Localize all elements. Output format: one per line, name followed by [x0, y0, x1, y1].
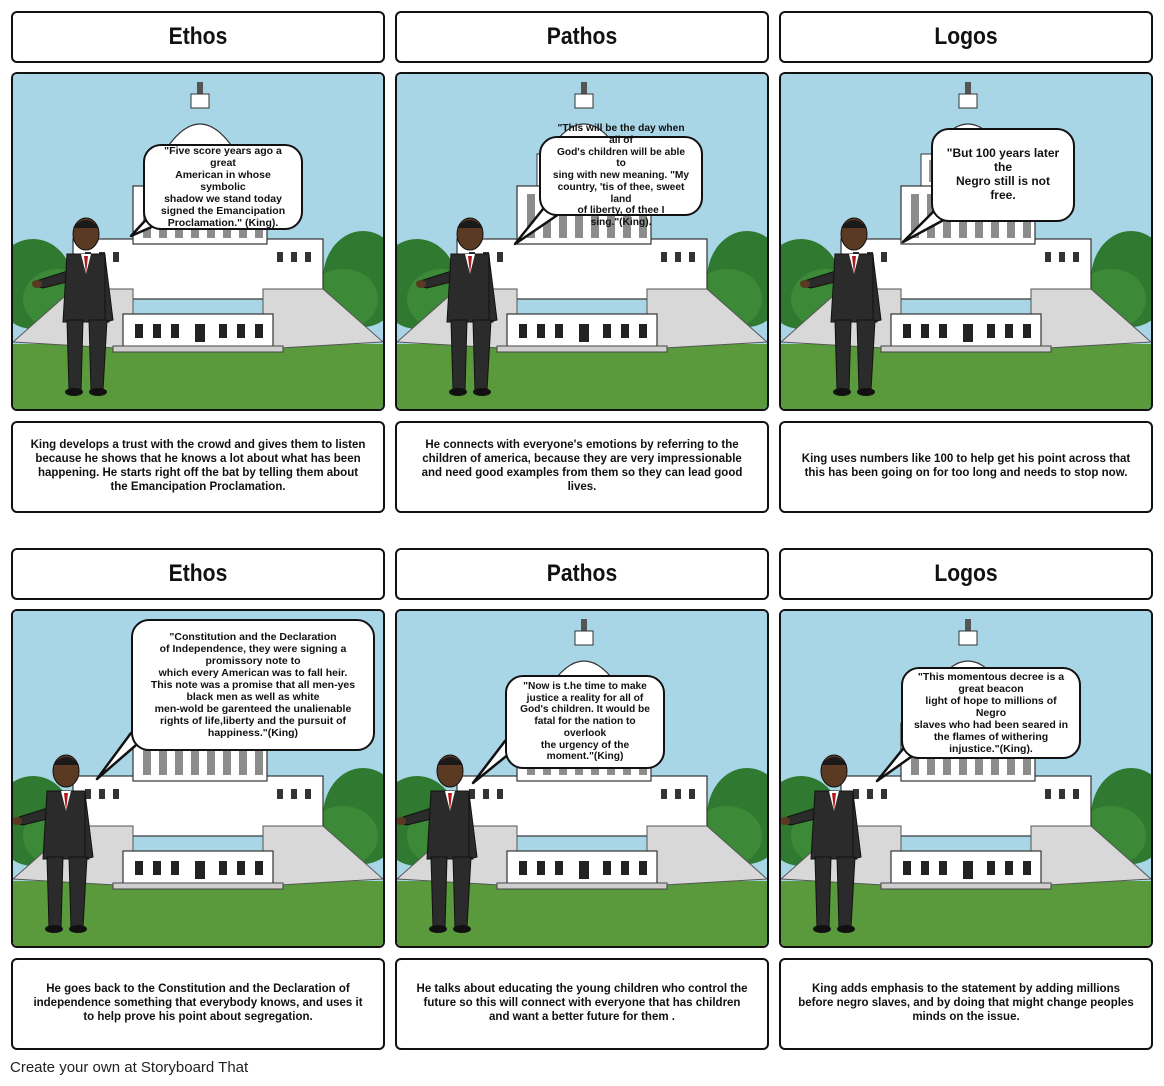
speech-bubble-tail — [397, 611, 769, 948]
panel-title: Logos — [934, 23, 998, 50]
panel-title: Pathos — [546, 560, 618, 587]
speech-bubble-tail — [781, 611, 1153, 948]
panel-title: Pathos — [546, 23, 618, 50]
speech-bubble — [539, 123, 703, 229]
speech-bubble — [931, 128, 1075, 222]
panel-scene — [395, 72, 769, 411]
speech-bubble-text: "This will be the day when all of God's children will be able to sing with new meaning. "My country, 'tis of thee, sweet land of liberty, of thee I sing."(King). — [552, 123, 690, 229]
panel-caption-text: He talks about educating the young children who control the future so this will connect with everyone that has children and want a better future for them . — [416, 983, 748, 1023]
speech-bubble-text: "Constitution and the Declaration of Independence, they were signing a promissory note to which every American was to fall heir. This note was a promise that all men-yes black men as well as white men-wold be garenteed the unalienable rights of life,liberty and the pursuit of happiness."(King) — [150, 630, 356, 740]
speech-bubble-text: "Now is t.he time to make justice a reality for all of God's children. It would be fatal for the nation to overlook the urgency of the moment."(King) — [520, 680, 650, 763]
panel-title: Ethos — [168, 23, 228, 50]
panel-caption-text: He connects with everyone's emotions by referring to the children of america, because they are very impressionable and need good examples from them so they can lead good lives. — [421, 439, 743, 493]
panel-caption-text: He goes back to the Constitution and the Declaration of independence something that everybody knows, and uses it to help prove his point about segregation. — [33, 983, 363, 1023]
speech-bubble-text: "But 100 years later the Negro still is not free. — [946, 146, 1060, 202]
panel-scene — [11, 72, 385, 411]
speech-bubble-text: "Five score years ago a great American in whose symbolic shadow we stand today signed the Emancipation Proclamation." (King). — [160, 144, 286, 230]
panel-title-box — [395, 548, 769, 600]
speech-bubble — [901, 667, 1081, 759]
panel-caption — [779, 958, 1153, 1050]
panel-title-box — [11, 11, 385, 63]
speech-bubble-tail — [13, 74, 385, 411]
panel-scene — [779, 72, 1153, 411]
panel-scene — [395, 609, 769, 948]
panel-scene — [779, 609, 1153, 948]
panel-caption-text: King uses numbers like 100 to help get his point across that this has been going on for too long and needs to stop now. — [801, 453, 1131, 479]
panel-caption — [11, 421, 385, 513]
panel-scene — [11, 609, 385, 948]
panel-title-box — [779, 548, 1153, 600]
speech-bubble — [143, 144, 303, 230]
panel-caption — [395, 421, 769, 513]
panel-title-box — [11, 548, 385, 600]
panel-caption — [11, 958, 385, 1050]
panel-title-box — [395, 11, 769, 63]
panel-title: Logos — [934, 560, 998, 587]
panel-caption — [779, 421, 1153, 513]
panel-caption — [395, 958, 769, 1050]
footer-credit[interactable]: Create your own at Storyboard That — [10, 1059, 249, 1076]
speech-bubble — [505, 675, 665, 769]
speech-bubble-tail — [781, 74, 1153, 411]
panel-title: Ethos — [168, 560, 228, 587]
speech-bubble — [131, 619, 375, 751]
panel-caption-text: King adds emphasis to the statement by adding millions before negro slaves, and by doing that might change peoples minds on the issue. — [798, 983, 1134, 1023]
panel-caption-text: King develops a trust with the crowd and gives them to listen because he shows that he knows a lot about what has been happening. He starts right off the bat by telling them about the Emancipation Proclamation. — [30, 439, 366, 493]
speech-bubble-text: "This momentous decree is a great beacon light of hope to millions of Negro slaves who had been seared in the flames of withering injustice."(King). — [913, 670, 1069, 756]
panel-title-box — [779, 11, 1153, 63]
